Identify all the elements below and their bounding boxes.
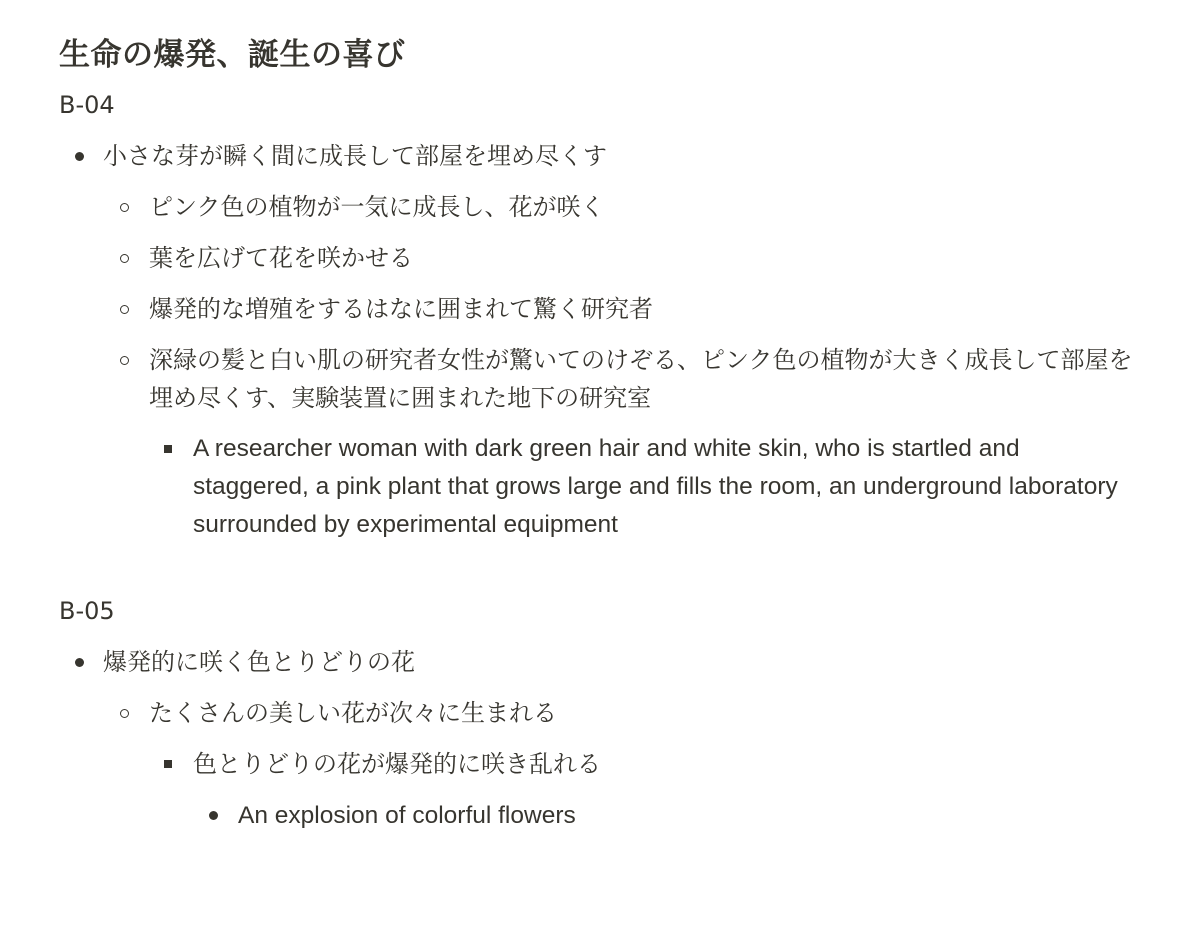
list-item: [59, 188, 1140, 226]
list-item-text: たくさんの美しい花が次々に生まれる: [149, 699, 557, 727]
circle-bullet-icon: [114, 188, 134, 226]
list-item-text: 葉を広げて花を咲かせる: [149, 244, 413, 272]
list-item: [59, 745, 1140, 783]
list-item: [59, 341, 1140, 417]
list-item: [59, 796, 1140, 835]
list-item-text: An explosion of colorful flowers: [238, 802, 576, 829]
list-item-text: A researcher woman with dark green hair and white skin, who is startled and staggered, a pink plant that grows large and fills the room, an underground laboratory surrounded by experimental equipment: [193, 435, 1118, 538]
list-item: [59, 137, 1140, 175]
section-b05-list: [59, 643, 1140, 835]
square-bullet-icon: [158, 430, 178, 468]
list-item: [59, 430, 1140, 544]
disc-bullet-icon: [203, 796, 223, 834]
section-label-b05: B-05: [59, 597, 115, 625]
list-item-text: 爆発的に咲く色とりどりの花: [103, 648, 415, 676]
circle-bullet-icon: [114, 239, 134, 277]
list-item-text: 小さな芽が瞬く間に成長して部屋を埋め尽くす: [103, 142, 607, 170]
list-item: [59, 239, 1140, 277]
section-b04-list: [59, 137, 1140, 544]
circle-bullet-icon: [114, 290, 134, 328]
list-item-text: 深緑の髪と白い肌の研究者女性が驚いてのけぞる、ピンク色の植物が大きく成長して部屋を埋め尽くす、実験装置に囲まれた地下の研究室: [149, 346, 1133, 412]
disc-bullet-icon: [69, 643, 89, 681]
page-title: 生命の爆発、誕生の喜び: [59, 37, 406, 73]
disc-bullet-icon: [69, 137, 89, 175]
list-item: [59, 643, 1140, 681]
list-item-text: ピンク色の植物が一気に成長し、花が咲く: [149, 193, 605, 221]
list-item: [59, 694, 1140, 732]
square-bullet-icon: [158, 745, 178, 783]
section-label-b04: B-04: [59, 91, 115, 119]
circle-bullet-icon: [114, 341, 134, 379]
circle-bullet-icon: [114, 694, 134, 732]
list-item-text: 色とりどりの花が爆発的に咲き乱れる: [193, 750, 601, 778]
list-item: [59, 290, 1140, 328]
list-item-text: 爆発的な増殖をするはなに囲まれて驚く研究者: [149, 295, 653, 323]
